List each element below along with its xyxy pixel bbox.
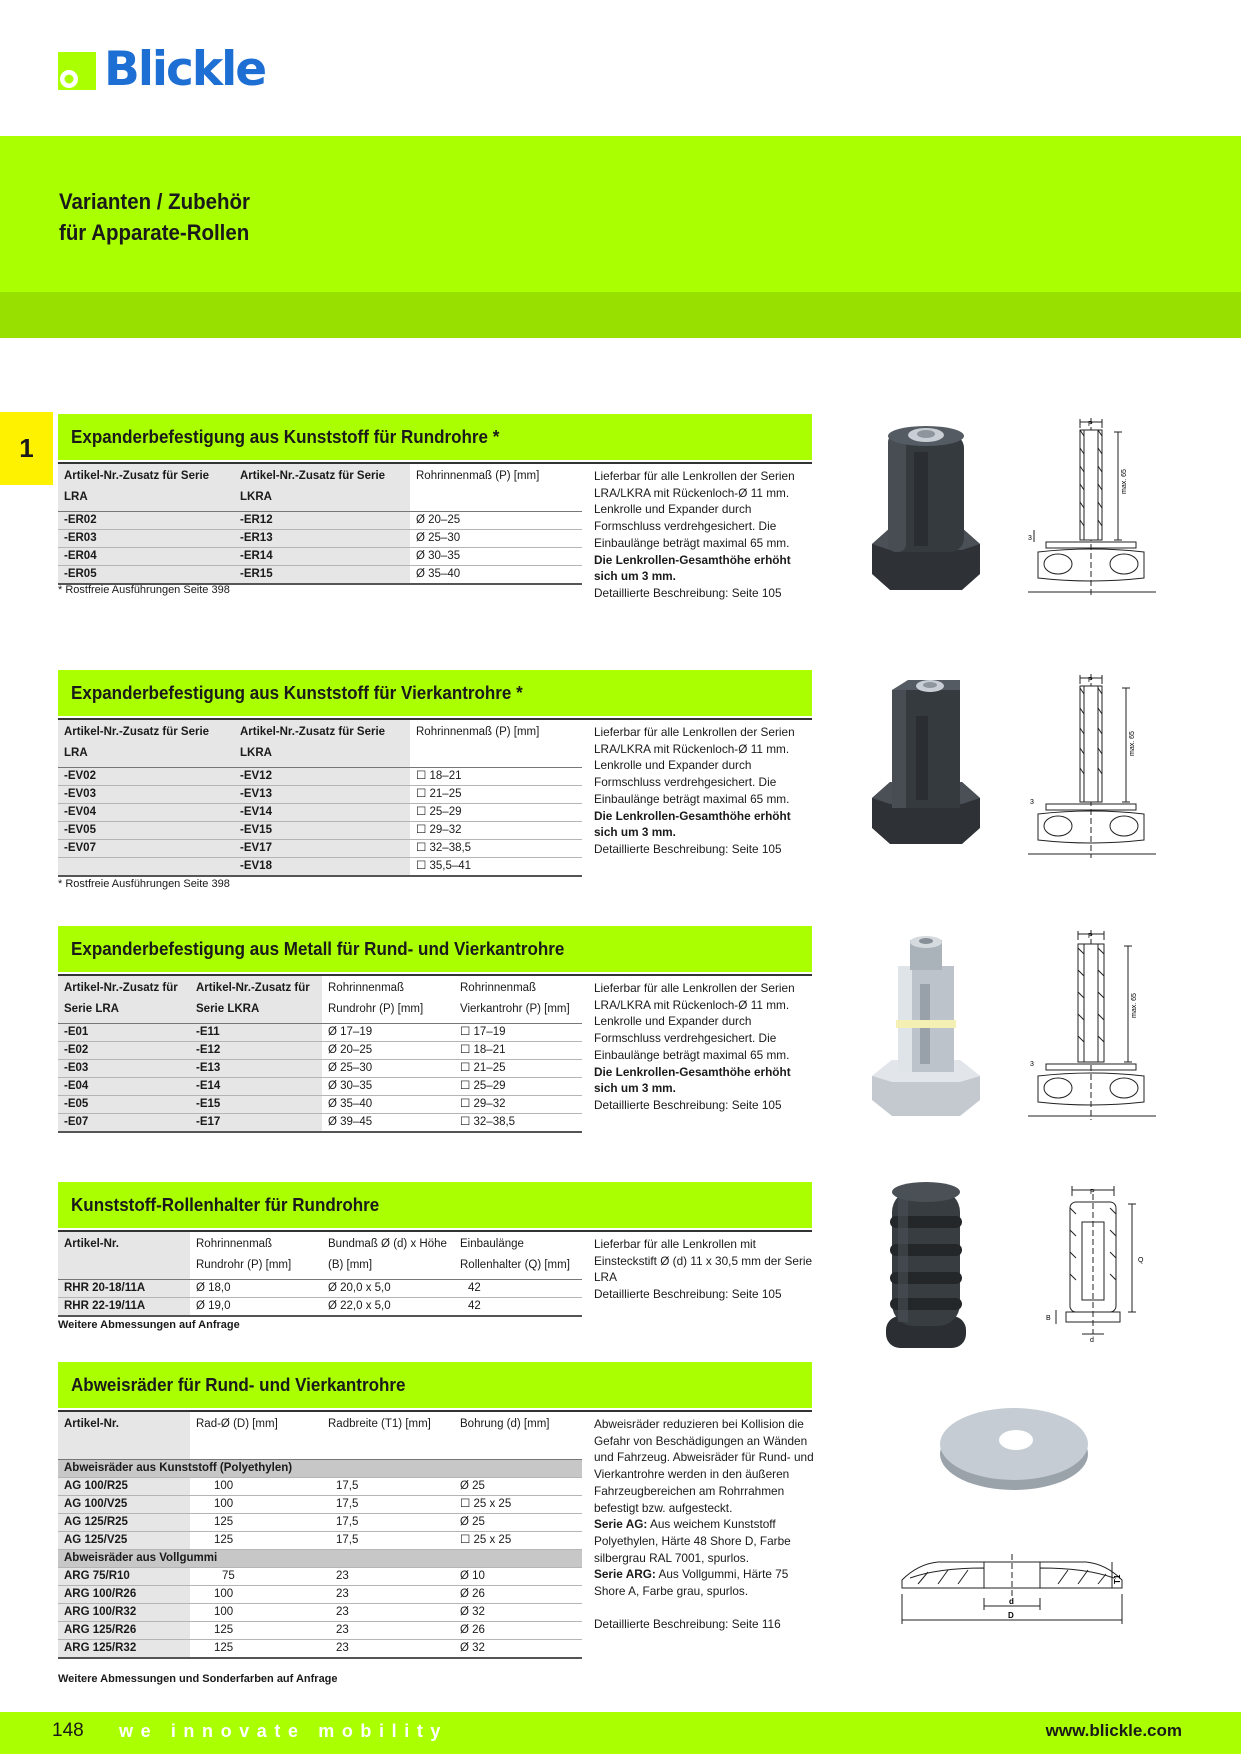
bumper-wheel-photo bbox=[936, 1400, 1092, 1494]
table-row: AG 125/R25 125 17,5 Ø 25 bbox=[58, 1513, 582, 1531]
label-b: B bbox=[1046, 1315, 1051, 1322]
table-row: AG 125/V25 125 17,5 ☐ 25 x 25 bbox=[58, 1531, 582, 1549]
footnote: * Rostfreie Ausführungen Seite 398 bbox=[58, 584, 230, 596]
section-title: Expanderbefestigung aus Kunststoff für Rundrohre * bbox=[58, 414, 812, 460]
article-table bbox=[58, 1412, 582, 1659]
table-row: ARG 75/R10 75 23 Ø 10 bbox=[58, 1567, 582, 1585]
section-abweisraeder bbox=[58, 1362, 812, 1692]
page-title-line-2: für Apparate-Rollen bbox=[59, 220, 250, 245]
section-expander-kunststoff-vierkant bbox=[58, 670, 812, 900]
section-expander-kunststoff-rund bbox=[58, 414, 812, 604]
table-row: -EV03 -EV13 ☐ 21–25 bbox=[58, 785, 582, 803]
col-header: Einbaulänge Rollenhalter (Q) [mm] bbox=[460, 1238, 570, 1271]
col-header: Artikel-Nr.-Zusatz für Serie LRA bbox=[58, 464, 234, 511]
section-title: Kunststoff-Rollenhalter für Rundrohre bbox=[58, 1182, 812, 1228]
roller-holder-drawing bbox=[1040, 1184, 1160, 1344]
table-row: -E03 -E13 Ø 25–30 ☐ 21–25 bbox=[58, 1059, 582, 1077]
article-table bbox=[58, 1232, 582, 1317]
table-row: RHR 22-19/11A Ø 19,0 Ø 22,0 x 5,0 42 bbox=[58, 1297, 582, 1316]
col-header: Artikel-Nr.-Zusatz für Serie LRA bbox=[58, 976, 190, 1023]
col-header: Radbreite (T1) [mm] bbox=[328, 1418, 431, 1430]
table-row: -EV07 -EV17 ☐ 32–38,5 bbox=[58, 839, 582, 857]
table-row: RHR 20-18/11A Ø 18,0 Ø 20,0 x 5,0 42 bbox=[58, 1279, 582, 1297]
group-header: Abweisräder aus Vollgummi bbox=[58, 1549, 582, 1567]
section-title: Expanderbefestigung aus Metall für Rund- und Vierkantrohre bbox=[58, 926, 812, 972]
label-p: P bbox=[1088, 677, 1093, 684]
table-row: -EV02 -EV12 ☐ 18–21 bbox=[58, 767, 582, 785]
website-link[interactable]: www.blickle.com bbox=[1045, 1721, 1182, 1740]
col-header: Artikel-Nr.-Zusatz für Serie LRA bbox=[58, 720, 234, 767]
table-row: -E05 -E15 Ø 35–40 ☐ 29–32 bbox=[58, 1095, 582, 1113]
group-header: Abweisräder aus Kunststoff (Polyethylen) bbox=[58, 1459, 582, 1477]
table-row: AG 100/V25 100 17,5 ☐ 25 x 25 bbox=[58, 1495, 582, 1513]
table-row: ARG 125/R32 125 23 Ø 32 bbox=[58, 1639, 582, 1658]
label-d: d bbox=[1090, 1337, 1094, 1344]
section-expander-metall bbox=[58, 926, 812, 1136]
col-header: Rad-Ø (D) [mm] bbox=[196, 1418, 278, 1430]
label-q: Q bbox=[1138, 1257, 1144, 1264]
table-row: -E02 -E12 Ø 20–25 ☐ 18–21 bbox=[58, 1041, 582, 1059]
col-header: Bohrung (d) [mm] bbox=[460, 1418, 550, 1430]
col-header: Rohrinnenmaß (P) [mm] bbox=[416, 470, 540, 482]
expander-round-photo bbox=[866, 422, 986, 602]
label-p: P bbox=[1090, 1189, 1095, 1196]
expander-round-drawing bbox=[1028, 418, 1158, 604]
label-t1: T1 bbox=[1113, 1574, 1122, 1584]
col-header: Rohrinnenmaß (P) [mm] bbox=[416, 726, 540, 738]
expander-square-drawing bbox=[1028, 674, 1158, 864]
blickle-logo bbox=[58, 42, 288, 97]
table-row: -E04 -E14 Ø 30–35 ☐ 25–29 bbox=[58, 1077, 582, 1095]
slogan: we innovate mobility bbox=[119, 1721, 449, 1741]
label-three: 3 bbox=[1030, 1061, 1034, 1068]
col-header: Artikel-Nr. bbox=[58, 1412, 190, 1459]
logo-wordmark: Blickle bbox=[104, 42, 266, 97]
table-row: ARG 100/R26 100 23 Ø 26 bbox=[58, 1585, 582, 1603]
label-p: P bbox=[1088, 421, 1093, 428]
col-header: Artikel-Nr. bbox=[58, 1232, 190, 1279]
chapter-tab: 1 bbox=[0, 412, 53, 485]
col-header: Artikel-Nr.-Zusatz für Serie LKRA bbox=[234, 720, 410, 767]
expander-metal-photo bbox=[866, 932, 986, 1122]
roller-holder-photo bbox=[876, 1176, 976, 1356]
table-row: -E07 -E17 Ø 39–45 ☐ 32–38,5 bbox=[58, 1113, 582, 1132]
label-max: max. 65 bbox=[1131, 993, 1138, 1018]
table-row: -E01 -E11 Ø 17–19 ☐ 17–19 bbox=[58, 1023, 582, 1041]
col-header: Artikel-Nr.-Zusatz für Serie LKRA bbox=[234, 464, 410, 511]
table-row: -EV04 -EV14 ☐ 25–29 bbox=[58, 803, 582, 821]
col-header: Artikel-Nr.-Zusatz für Serie LKRA bbox=[190, 976, 322, 1023]
description: Lieferbar für alle Lenkrollen mit Einsteckstift Ø (d) 11 x 30,5 mm der Serie LRA Detaillierte Beschreibung: Seite 105 bbox=[594, 1237, 813, 1302]
label-max: max. 65 bbox=[1129, 731, 1136, 756]
col-header: Rohrinnenmaß Rundrohr (P) [mm] bbox=[196, 1238, 292, 1271]
page-title-line-1: Varianten / Zubehör bbox=[59, 189, 250, 214]
article-table bbox=[58, 720, 582, 877]
footnote: * Rostfreie Ausführungen Seite 398 bbox=[58, 878, 230, 890]
table-row: -EV05 -EV15 ☐ 29–32 bbox=[58, 821, 582, 839]
label-max: max. 65 bbox=[1121, 469, 1128, 494]
section-rollenhalter bbox=[58, 1182, 812, 1342]
expander-metal-drawing bbox=[1028, 930, 1158, 1126]
col-header: Rohrinnenmaß Vierkantrohr (P) [mm] bbox=[460, 982, 570, 1015]
description: Lieferbar für alle Lenkrollen der Serien LRA/LKRA mit Rückenloch-Ø 11 mm. Lenkrolle und Expander durch Formschluss verdrehgesichert. Die Einbaulänge beträgt maximal 65 mm. Die Lenkrollen-Gesamthöhe erhöht sich um 3 mm. Detaillierte Beschreibung: Seite 105 bbox=[594, 981, 795, 1112]
table-row: -ER04 -ER14 Ø 30–35 bbox=[58, 547, 582, 565]
section-title: Expanderbefestigung aus Kunststoff für Vierkantrohre * bbox=[58, 670, 812, 716]
description: Lieferbar für alle Lenkrollen der Serien LRA/LKRA mit Rückenloch-Ø 11 mm. Lenkrolle und Expander durch Formschluss verdrehgesichert. Die Einbaulänge beträgt maximal 65 mm. Die Lenkrollen-Gesamthöhe erhöht sich um 3 mm. Detaillierte Beschreibung: Seite 105 bbox=[594, 725, 795, 856]
description: Lieferbar für alle Lenkrollen der Serien LRA/LKRA mit Rückenloch-Ø 11 mm. Lenkrolle und Expander durch Formschluss verdrehgesichert. Die Einbaulänge beträgt maximal 65 mm. Die Lenkrollen-Gesamthöhe erhöht sich um 3 mm. Detaillierte Beschreibung: Seite 105 bbox=[594, 469, 795, 600]
bumper-wheel-drawing bbox=[898, 1554, 1126, 1636]
page-title bbox=[59, 186, 250, 248]
label-three: 3 bbox=[1030, 799, 1034, 806]
table-row: -ER03 -ER13 Ø 25–30 bbox=[58, 529, 582, 547]
article-table bbox=[58, 464, 582, 585]
page-number: 148 bbox=[52, 1720, 84, 1741]
header-band-dark bbox=[0, 292, 1241, 338]
table-row: -ER05 -ER15 Ø 35–40 bbox=[58, 565, 582, 584]
section-title: Abweisräder für Rund- und Vierkantrohre bbox=[58, 1362, 812, 1408]
label-D: D bbox=[1008, 1611, 1014, 1620]
expander-square-photo bbox=[866, 676, 986, 856]
table-row: -EV18 ☐ 35,5–41 bbox=[58, 857, 582, 876]
footnote: Weitere Abmessungen und Sonderfarben auf Anfrage bbox=[58, 1673, 338, 1685]
table-row: AG 100/R25 100 17,5 Ø 25 bbox=[58, 1477, 582, 1495]
label-d: d bbox=[1009, 1597, 1014, 1606]
label-p: P bbox=[1088, 933, 1093, 940]
table-row: ARG 125/R26 125 23 Ø 26 bbox=[58, 1621, 582, 1639]
logo-mark-icon bbox=[58, 46, 106, 94]
col-header: Rohrinnenmaß Rundrohr (P) [mm] bbox=[328, 982, 424, 1015]
col-header: Bundmaß Ø (d) x Höhe (B) [mm] bbox=[328, 1238, 447, 1271]
footnote: Weitere Abmessungen auf Anfrage bbox=[58, 1319, 240, 1331]
article-table bbox=[58, 976, 582, 1133]
table-row: -ER02 -ER12 Ø 20–25 bbox=[58, 511, 582, 529]
label-three: 3 bbox=[1028, 535, 1032, 542]
description: Abweisräder reduzieren bei Kollision die Gefahr von Beschädigungen an Wänden und Fahrzeug. Abweisräder für Rund- und Vierkantrohre werden in den äußeren Fahrzeugbereichen am Rohrrahmen befestigt bzw. aufgesteckt. Serie AG: Aus weichem Kunststoff Polyethylen, Härte 48 Shore D, Farbe silbergrau RAL 7001, spurlos. Serie ARG: Aus Vollgummi, Härte 75 Shore A, Farbe grau, spurlos. Detaillierte Beschreibung: Seite 116 bbox=[594, 1417, 814, 1631]
table-row: ARG 100/R32 100 23 Ø 32 bbox=[58, 1603, 582, 1621]
